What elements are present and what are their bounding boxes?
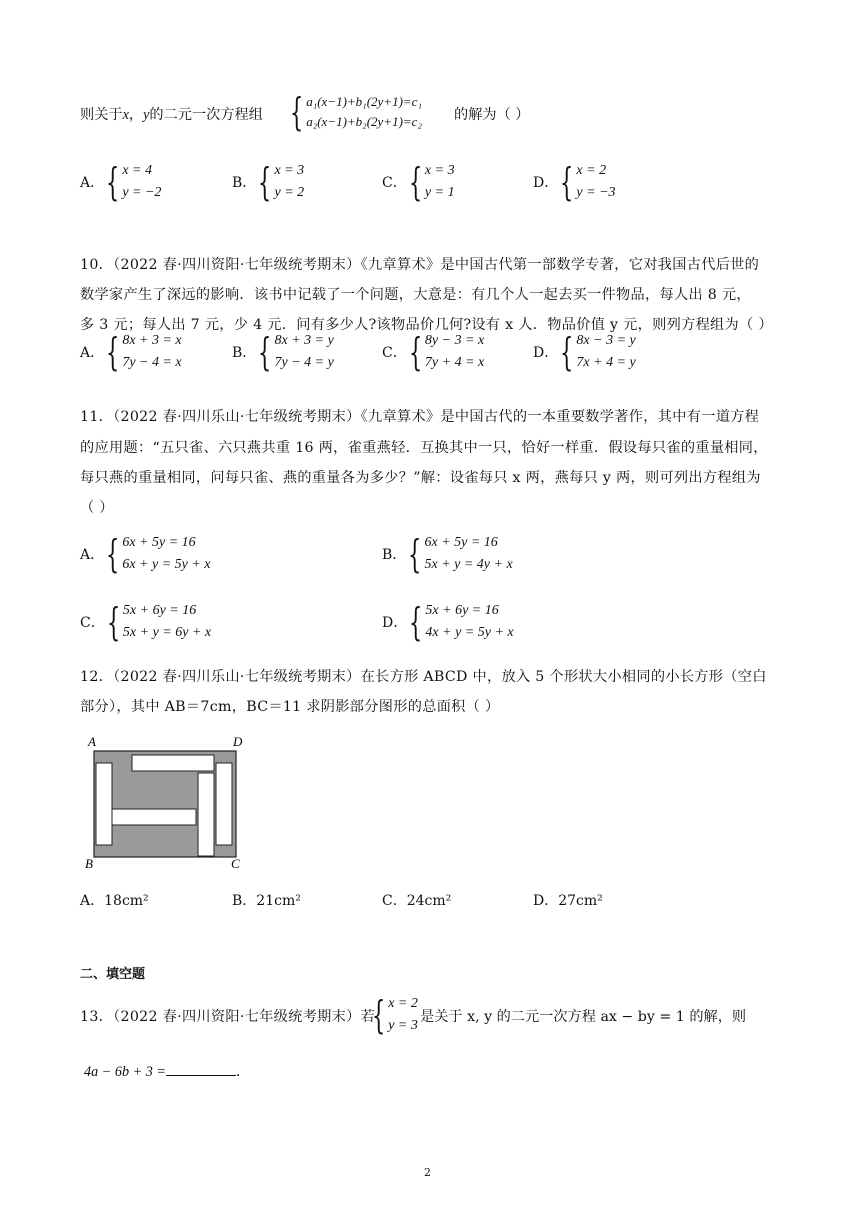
q12-option-b[interactable]: B．21cm²	[232, 893, 301, 909]
small-rect-top	[132, 755, 214, 771]
q9-option-b[interactable]: B． { x = 3 y = 2	[232, 160, 305, 204]
label-d: D	[233, 734, 243, 749]
brace-icon: {	[408, 330, 423, 374]
brace-icon: {	[409, 600, 423, 644]
brace-icon: {	[408, 160, 423, 204]
q11-option-c[interactable]: C． { 5x + 6y = 16 5x + y = 6y + x	[80, 600, 212, 644]
q11-line4: （ ）	[80, 500, 114, 516]
q13-stem-mid: 是关于 x, y 的二元一次方程 ax − by = 1 的解，则	[420, 1009, 747, 1025]
label-b: B	[85, 856, 93, 871]
var-y: y	[143, 107, 150, 123]
brace-icon: {	[106, 330, 120, 374]
q11-option-b[interactable]: B． { 6x + 5y = 16 5x + y = 4y + x	[382, 532, 513, 576]
q9-stem-end: 的解为（ ）	[454, 107, 530, 123]
q10-option-d[interactable]: D． { 8x − 3 = y 7x + 4 = y	[533, 330, 636, 374]
q12-rectangle-figure	[82, 733, 262, 873]
var-x: x	[122, 107, 129, 123]
q11-line2: 的应用题：“五只雀、六只燕共重 16 两，雀重燕轻．互换其中一只，恰好一样重．假设每只雀的重量相同，	[80, 440, 768, 456]
q10-line2: 数学家产生了深远的影响．该书中记载了一个问题，大意是：有几个人一起去买一件物品，每人出 8 元，	[80, 287, 751, 303]
q13-solution-system: { x = 2 y = 3	[372, 993, 418, 1037]
q9-equation-system	[290, 92, 422, 132]
q10-line3: 多 3 元；每人出 7 元，少 4 元．问有多少人?该物品价几何?设有 x 人．物品价值 y 元，则列方程组为（ ）	[80, 317, 773, 333]
brace-icon: {	[106, 532, 120, 576]
q12-line1: 12．（2022 春·四川乐山·七年级统考期末）在长方形 ABCD 中，放入 5 个形状大小相同的小长方形（空白	[80, 669, 767, 685]
q10-option-c[interactable]: C． { 8y − 3 = x 7y + 4 = x	[382, 330, 485, 374]
brace-icon: {	[560, 330, 574, 374]
q9-eq1: a₁(x−1)+b₁(2y+1)=c₁	[306, 94, 422, 109]
brace-icon: {	[408, 532, 422, 576]
q11-option-a[interactable]: A． { 6x + 5y = 16 6x + y = 5y + x	[80, 532, 211, 576]
q11-option-d[interactable]: D． { 5x + 6y = 16 4x + y = 5y + x	[382, 600, 514, 644]
q13-line2: 4a − 6b + 3 = ．	[84, 1064, 251, 1080]
page-number: 2	[424, 1166, 431, 1179]
label-c: C	[231, 856, 240, 871]
q10-option-a[interactable]: A． { 8x + 3 = x 7y − 4 = x	[80, 330, 182, 374]
q12-line2: 部分），其中 AB＝7cm，BC＝11 求阴影部分图形的总面积（ ）	[80, 699, 500, 715]
q9-option-c[interactable]: C． { x = 3 y = 1	[382, 160, 455, 204]
brace-icon: {	[106, 160, 120, 204]
q10-line1: 10．（2022 春·四川资阳·七年级统考期末）《九章算术》是中国古代第一部数学专著，它对我国古代后世的	[80, 257, 760, 273]
brace-icon: {	[560, 160, 574, 204]
brace-icon: {	[106, 600, 121, 644]
q9-stem: 则关于x，y的二元一次方程组	[80, 107, 263, 123]
q12-option-a[interactable]: A．18cm²	[80, 893, 149, 909]
q12-option-d[interactable]: D．27cm²	[533, 893, 603, 909]
small-rect-middle	[112, 809, 196, 825]
q9-option-d[interactable]: D． { x = 2 y = −3	[533, 160, 616, 204]
q9-eq2: a₂(x−1)+b₂(2y+1)=c₂	[306, 114, 422, 129]
small-rect-right-inner	[198, 773, 214, 856]
answer-blank[interactable]	[166, 1063, 236, 1076]
q10-option-b[interactable]: B． { 8x + 3 = y 7y − 4 = y	[232, 330, 334, 374]
q9-option-a[interactable]: A． { x = 4 y = −2	[80, 160, 162, 204]
section-title-fill-in: 二、填空题	[80, 967, 146, 982]
q12-option-c[interactable]: C．24cm²	[382, 893, 452, 909]
q13-stem-pre: 13．（2022 春·四川资阳·七年级统考期末）若	[80, 1009, 376, 1025]
small-rect-right-outer	[216, 763, 232, 845]
brace-icon: {	[372, 993, 386, 1037]
q11-line1: 11．（2022 春·四川乐山·七年级统考期末）《九章算术》是中国古代的一本重要数学著作，其中有一道方程	[80, 409, 760, 425]
q11-line3: 每只燕的重量相同，问每只雀、燕的重量各为多少？”解：设雀每只 x 两，燕每只 y 两，则可列出方程组为	[80, 470, 761, 486]
brace-icon: {	[258, 160, 272, 204]
small-rect-left	[96, 763, 112, 845]
brace-icon: {	[290, 90, 304, 134]
label-a: A	[88, 734, 96, 749]
brace-icon: {	[258, 330, 272, 374]
